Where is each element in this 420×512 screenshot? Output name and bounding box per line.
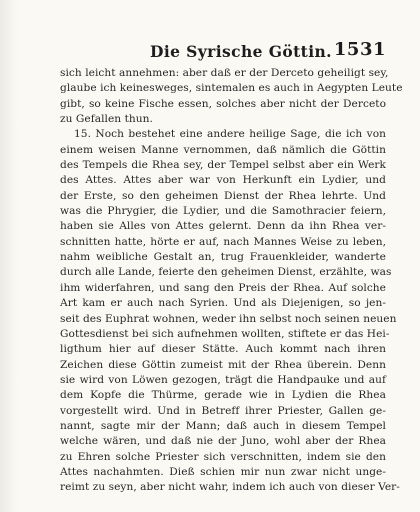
text-line: Attes nachahmten. Dieß schien mir nun zwar nicht unge-: [60, 465, 386, 478]
text-line: nannt, sagte mir der Mann; daß auch in diesem Tempel: [60, 419, 386, 432]
text-line: Zeichen diese Göttin zumeist mit der Rhea überein. Denn: [60, 358, 386, 371]
page-header: [60, 39, 386, 64]
running-head: Die Syrische Göttin.: [150, 42, 332, 61]
body-text: [60, 66, 403, 496]
text-line: haben sie Alles von Attes gelernt. Denn da ihn Rhea ver-: [60, 220, 386, 233]
page-number: 1531: [333, 39, 386, 60]
text-line: vorgestellt wird. Und in Betreff ihrer Priester, Gallen ge-: [60, 404, 386, 417]
text-line: Art kam er auch nach Syrien. Und als Diejenigen, so jen-: [60, 297, 386, 310]
text-line: durch alle Lande, feierte den geheimen Dienst, erzählte, was: [60, 266, 392, 279]
text-line: der Erste, so den geheimen Dienst der Rhea lehrte. Und: [60, 189, 386, 202]
text-line: gibt, so keine Fische essen, solches aber nicht der Derceto: [60, 97, 386, 110]
text-line: schnitten hatte, hörte er auf, nach Mannes Weise zu leben,: [60, 235, 386, 248]
text-line: zu Gefallen thun.: [60, 113, 153, 126]
text-line: 15. Noch bestehet eine andere heilige Sage, die ich von: [74, 128, 386, 141]
text-line: glaube ich keinesweges, sintemalen es auch in Aegypten Leute: [60, 82, 403, 95]
text-line: nahm weibliche Gestalt an, trug Frauenkleider, wanderte: [60, 251, 386, 264]
text-line: sie wird von Löwen gezogen, trägt die Handpauke und auf: [60, 373, 386, 386]
text-line: sich leicht annehmen: aber daß er der Derceto geheiligt sey,: [60, 67, 389, 79]
page-fold-shadow: [0, 0, 18, 512]
text-line: seit des Euphrat wohnen, weder ihn selbst noch seinen neuen: [60, 312, 397, 325]
text-line: reimt zu seyn, aber nicht wahr, indem ich auch von dieser Ver-: [60, 481, 400, 494]
text-line: einem weisen Manne vernommen, daß nämlich die Göttin: [60, 143, 386, 156]
text-line: ihm widerfahren, und sang den Preis der Rhea. Auf solche: [60, 281, 386, 294]
text-line: des Attes. Attes aber war von Herkunft ein Lydier, und: [60, 174, 386, 187]
text-line: zu Ehren solche Priester sich verschnitten, indem sie den: [60, 450, 386, 463]
text-line: Gottesdienst bei sich aufnehmen wollten, stiftete er das Hei-: [60, 327, 390, 340]
text-line: was die Phrygier, die Lydier, und die Samothracier feiern,: [60, 205, 386, 218]
text-line: dem Kopfe die Thürme, gerade wie in Lydien die Rhea: [60, 389, 386, 402]
text-line: welche wären, und daß nie der Juno, wohl aber der Rhea: [60, 435, 386, 448]
text-line: ligthum hier auf dieser Stätte. Auch kommt nach ihren: [60, 343, 386, 356]
text-line: des Tempels die Rhea sey, der Tempel selbst aber ein Werk: [60, 159, 386, 172]
